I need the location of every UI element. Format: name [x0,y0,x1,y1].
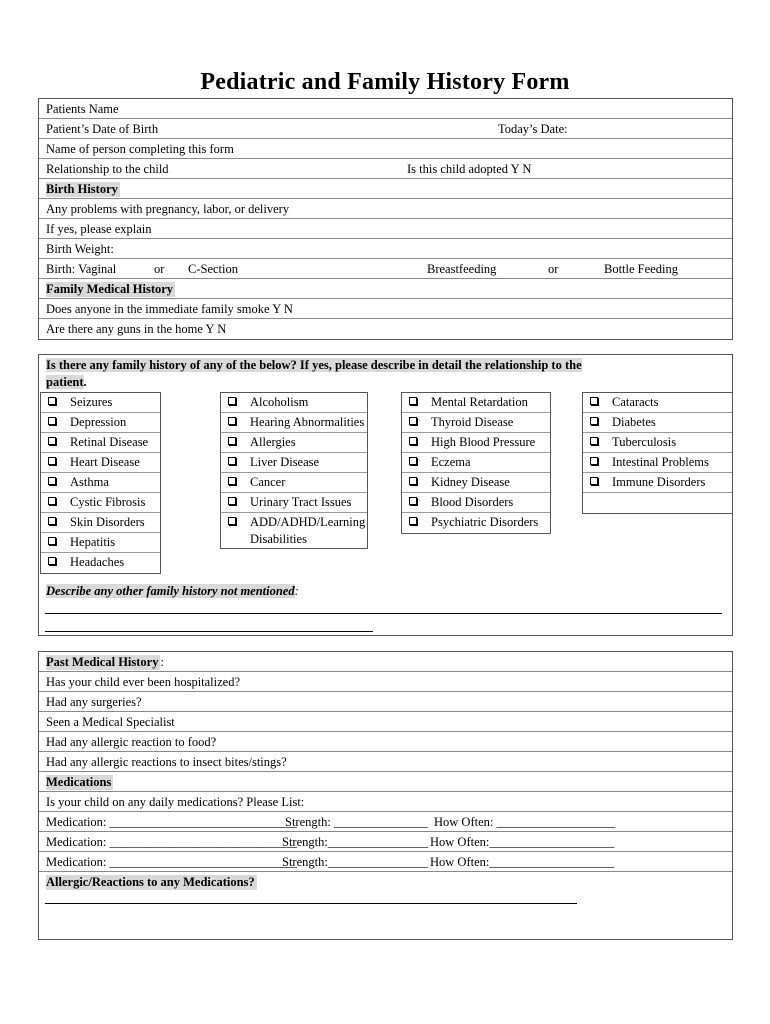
birth-history-heading-row [39,179,732,199]
condition-item-hepatitis[interactable] [41,533,160,553]
question-line-2: patient [46,375,84,389]
condition-label: Skin Disorders [70,515,145,529]
checkbox-icon[interactable] [48,517,56,525]
smoke-row [39,299,732,319]
condition-label: Allergies [250,435,296,449]
checkbox-icon[interactable] [409,457,417,465]
condition-label: Diabetes [612,415,656,429]
condition-column-1 [40,392,161,574]
birth-weight-row [39,239,732,259]
how-often-label: How Often:____________________ [430,835,615,849]
daily-meds-row [39,792,732,812]
past-medical-heading-row: Past Medical History : [39,652,732,672]
condition-item-cystic-fibrosis[interactable] [41,493,160,513]
todays-date-label: Today’s Date: [498,122,568,136]
checkbox-icon[interactable] [409,497,417,505]
checkbox-icon[interactable] [48,437,56,445]
checkbox-icon[interactable] [48,397,56,405]
condition-item-seizures[interactable] [41,393,160,413]
medication-row[interactable] [39,832,732,852]
strength-label: Strength:________________ [282,835,428,849]
checkbox-icon[interactable] [590,477,598,485]
checkbox-icon[interactable] [590,457,598,465]
condition-column-2 [220,392,368,549]
checkbox-icon[interactable] [228,397,236,405]
medication-allergy-heading-row [39,872,732,892]
patients-name-label: Patients Name [46,102,119,116]
question-line-1: Is there any family history of any of the below? If yes, please describe in detail the relationship to the [46,358,582,372]
condition-label: Heart Disease [70,455,140,469]
condition-label: Liver Disease [250,455,320,469]
checkbox-icon[interactable] [409,417,417,425]
condition-label: Cystic Fibrosis [70,495,146,509]
condition-label: Cataracts [612,395,659,409]
insect-allergy-label: Had any allergic reactions to insect bites/stings? [46,755,287,769]
other-history-line-1[interactable] [45,613,722,614]
birth-vaginal-label: Birth: Vaginal [46,262,117,276]
checkbox-icon[interactable] [48,417,56,425]
condition-label: Alcoholism [250,395,309,409]
condition-item-add-adhd-learning-disabilities[interactable] [221,513,367,548]
checkbox-icon[interactable] [409,517,417,525]
food-allergy-row [39,732,732,752]
condition-item-headaches[interactable] [41,553,160,573]
condition-label: Cancer [250,475,286,489]
birth-history-heading: Birth History [46,182,118,196]
condition-item-cataracts[interactable] [583,393,732,413]
family-history-question: Is there any family history of any of the below? If yes, please describe in detail the relationship to the patient. [46,358,582,389]
pregnancy-problems-row [39,199,732,219]
medication-row[interactable] [39,852,732,872]
condition-item-hearing-abnormalities[interactable] [221,413,367,433]
condition-item-retinal-disease[interactable] [41,433,160,453]
condition-item-immune-disorders[interactable] [583,473,732,493]
medications-heading: Medications [46,775,112,789]
patients-name-row [39,99,732,119]
condition-label: Blood Disorders [431,495,514,509]
checkbox-icon[interactable] [590,417,598,425]
condition-item-alcoholism[interactable] [221,393,367,413]
condition-label: High Blood Pressure [431,435,536,449]
strength-label: Strength:________________ [282,855,428,869]
page-title: Pediatric and Family History Form [200,69,570,95]
other-history-label: Describe any other family history not mentioned: [46,584,299,598]
hospitalized-label: Has your child ever been hospitalized? [46,675,241,689]
condition-label: Mental Retardation [431,395,528,409]
condition-item-heart-disease[interactable] [41,453,160,473]
condition-item-psychiatric-disorders[interactable] [402,513,550,533]
past-medical-section [38,651,733,940]
breastfeeding-label: Breastfeeding [427,262,497,276]
explain-label: If yes, please explain [46,222,152,236]
condition-item-kidney-disease[interactable] [402,473,550,493]
past-medical-heading: Past Medical History [46,655,159,669]
condition-label: Seizures [70,395,113,409]
condition-label: Thyroid Disease [431,415,514,429]
csection-label: C-Section [188,262,238,276]
checkbox-icon[interactable] [228,477,236,485]
adopted-label: Is this child adopted Y N [407,162,532,176]
explain-row [39,219,732,239]
checkbox-icon[interactable] [48,477,56,485]
medication-label: Medication: ______________________________ [46,835,298,849]
condition-label: Kidney Disease [431,475,510,489]
condition-item-high-blood-pressure[interactable] [402,433,550,453]
checkbox-icon[interactable] [48,557,56,565]
condition-item-depression[interactable] [41,413,160,433]
surgeries-row [39,692,732,712]
checkbox-icon[interactable] [590,397,598,405]
food-allergy-label: Had any allergic reaction to food? [46,735,217,749]
how-often-label: How Often: ___________________ [434,815,616,829]
checkbox-icon[interactable] [590,437,598,445]
condition-column-4 [582,392,733,514]
condition-item-thyroid-disease[interactable] [402,413,550,433]
family-history-heading-row [39,279,732,299]
condition-item-allergies[interactable] [221,433,367,453]
condition-item-skin-disorders[interactable] [41,513,160,533]
condition-label: Psychiatric Disorders [431,515,539,529]
condition-item-mental-retardation[interactable] [402,393,550,413]
checkbox-icon[interactable] [228,457,236,465]
medications-heading-row [39,772,732,792]
birth-type-row [39,259,732,279]
checkbox-icon[interactable] [409,477,417,485]
medication-allergy-line[interactable] [45,903,577,904]
patient-info-section [38,98,733,340]
checkbox-icon[interactable] [48,457,56,465]
smoke-label: Does anyone in the immediate family smoke Y N [46,302,293,316]
surgeries-label: Had any surgeries? [46,695,142,709]
family-history-heading: Family Medical History [46,282,174,296]
dob-label: Patient’s Date of Birth [46,122,159,136]
dob-row [39,119,732,139]
how-often-label: How Often:____________________ [430,855,615,869]
condition-item-asthma[interactable] [41,473,160,493]
specialist-label: Seen a Medical Specialist [46,715,175,729]
checkbox-icon[interactable] [228,497,236,505]
condition-label: Immune Disorders [612,475,706,489]
condition-item-intestinal-problems[interactable] [583,453,732,473]
insect-allergy-row [39,752,732,772]
relationship-label: Relationship to the child [46,162,169,176]
condition-item-cancer[interactable] [221,473,367,493]
condition-item-diabetes[interactable] [583,413,732,433]
daily-meds-label: Is your child on any daily medications? Please List: [46,795,305,809]
guns-row [39,319,732,339]
condition-label: Asthma [70,475,109,489]
strength-label: Strength: _______________ [285,815,428,829]
family-history-checklist-section [38,354,733,636]
specialist-row [39,712,732,732]
condition-label: Tuberculosis [612,435,677,449]
condition-item-blank[interactable] [583,493,732,513]
completing-label: Name of person completing this form [46,142,234,156]
medication-allergy-heading: Allergic/Reactions to any Medications? [46,875,255,889]
birth-weight-label: Birth Weight: [46,242,114,256]
condition-label: Depression [70,415,127,429]
checkbox-icon[interactable] [409,437,417,445]
medication-label: Medication: ______________________________ [46,855,298,869]
medication-label: Medication: ______________________________ [46,815,298,829]
checkbox-icon[interactable] [228,437,236,445]
condition-label: Hearing Abnormalities [250,415,365,429]
condition-item-blood-disorders[interactable] [402,493,550,513]
pregnancy-problems-label: Any problems with pregnancy, labor, or delivery [46,202,290,216]
relationship-row [39,159,732,179]
checkbox-icon[interactable] [48,497,56,505]
condition-label: Eczema [431,455,471,469]
checkbox-icon[interactable] [228,417,236,425]
condition-label: Retinal Disease [70,435,149,449]
completing-row [39,139,732,159]
medication-row[interactable] [39,812,732,832]
condition-item-eczema[interactable] [402,453,550,473]
condition-column-3 [401,392,551,534]
condition-label: Intestinal Problems [612,455,709,469]
condition-item-tuberculosis[interactable] [583,433,732,453]
birth-or-label: or [154,262,165,276]
condition-item-urinary-tract-issues[interactable] [221,493,367,513]
condition-label: ADD/ADHD/Learning Disabilities [250,515,366,546]
condition-label: Hepatitis [70,535,116,549]
bottle-feeding-label: Bottle Feeding [604,262,678,276]
checkbox-icon[interactable] [228,517,236,525]
checkbox-icon[interactable] [48,537,56,545]
checkbox-icon[interactable] [409,397,417,405]
other-history-line-2[interactable] [45,631,373,632]
condition-item-liver-disease[interactable] [221,453,367,473]
feeding-or-label: or [548,262,559,276]
guns-label: Are there any guns in the home Y N [46,322,227,336]
hospitalized-row [39,672,732,692]
condition-label: Headaches [70,555,125,569]
condition-label: Urinary Tract Issues [250,495,352,509]
